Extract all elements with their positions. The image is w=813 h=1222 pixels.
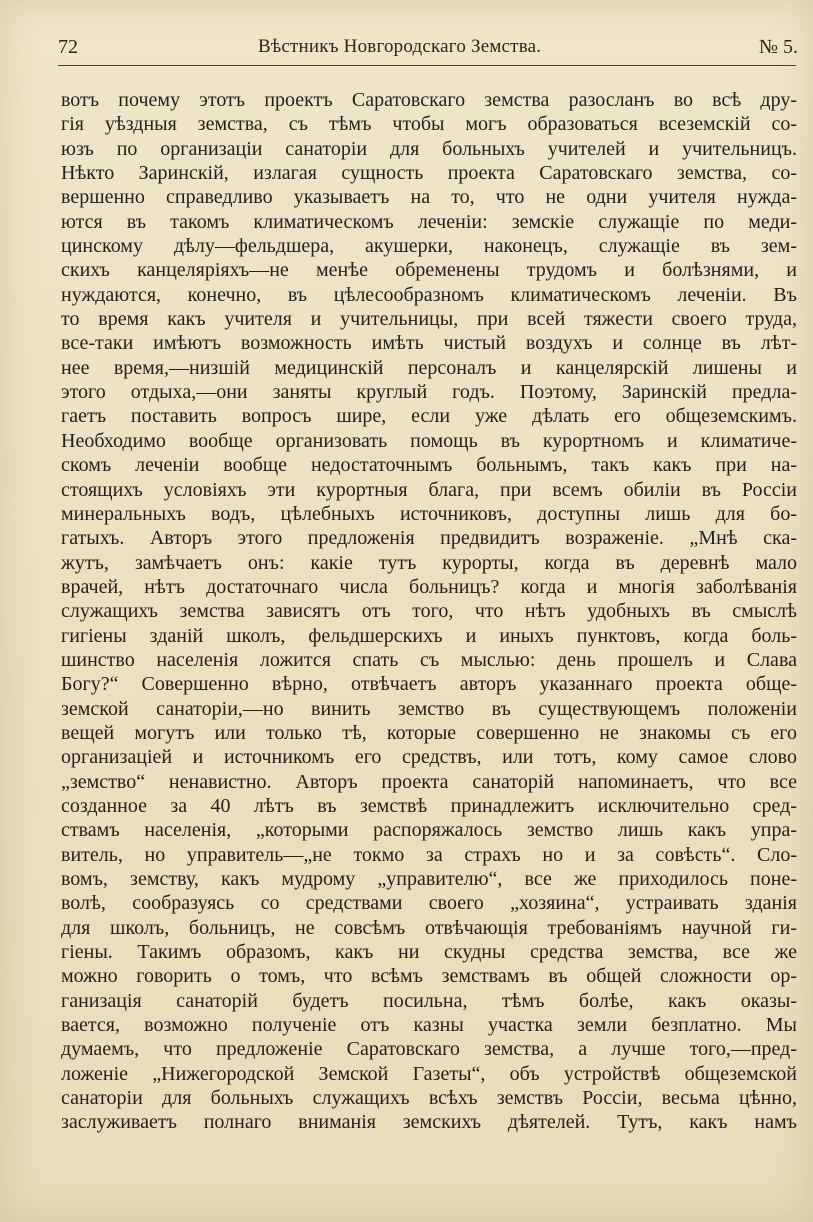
text-line: нуждаются, конечно, въ цѣлесообразномъ климатическомъ леченіи. Въ bbox=[61, 283, 797, 306]
text-line: думаемъ, что предложеніе Саратовскаго земства, а лучше того,—пред- bbox=[61, 1038, 797, 1061]
text-line: гатыхъ. Авторъ этого предложенія предвидитъ возраженіе. „Мнѣ ска- bbox=[61, 527, 797, 550]
text-line: то время какъ учителя и учительницы, при всей тяжести своего труда, bbox=[61, 308, 797, 331]
issue-number: № 5. bbox=[758, 36, 798, 58]
text-line: служащихъ земства зависятъ отъ того, что нѣтъ удобныхъ въ смыслѣ bbox=[61, 600, 797, 623]
text-line: все-таки имѣютъ возможность имѣть чистый воздухъ и солнце въ лѣт- bbox=[61, 332, 797, 355]
page-number: 72 bbox=[58, 36, 78, 58]
text-line: ложеніе „Нижегородской Земской Газеты“, объ устройствѣ общеземской bbox=[61, 1062, 797, 1085]
text-line: цинскому дѣлу—фельдшера, акушерки, наконецъ, служащіе въ зем- bbox=[61, 235, 797, 258]
text-line: минеральныхъ водъ, цѣлебныхъ источниковъ, доступны лишь для бо- bbox=[61, 502, 797, 525]
text-line: скомъ леченіи вообще недостаточнымъ больнымъ, такъ какъ при на- bbox=[61, 454, 797, 477]
text-line: Богу?“ Совершенно вѣрно, отвѣчаетъ авторъ указаннаго проекта обще- bbox=[61, 673, 797, 696]
text-line: ганизація санаторій будетъ посильна, тѣмъ болѣе, какъ оказы- bbox=[61, 989, 797, 1012]
header-rule bbox=[58, 65, 796, 66]
text-line: вомъ, земству, какъ мудрому „управителю“, все же приходилось поне- bbox=[61, 868, 797, 890]
journal-title: Вѣстникъ Новгородскаго Земства. bbox=[258, 36, 542, 57]
text-line: можно говорить о томъ, что всѣмъ земствамъ въ общей сложности ор- bbox=[61, 965, 797, 988]
text-line: земской санаторіи,—но винить земство въ существующемъ положеніи bbox=[61, 697, 797, 720]
text-line: скихъ канцеляріяхъ—не менѣе обременены трудомъ и болѣзнями, и bbox=[61, 259, 797, 282]
text-line: шинство населенія ложится спать съ мыслью: день прошелъ и Слава bbox=[61, 648, 797, 671]
text-line: для школъ, больницъ, не совсѣмъ отвѣчающія требованіямъ научной ги- bbox=[61, 916, 797, 939]
text-line: „земство“ ненавистно. Авторъ проекта санаторій напоминаетъ, что все bbox=[61, 770, 797, 793]
text-line: нее время,—низшій медицинскій персоналъ и канцелярскій лишены и bbox=[61, 356, 797, 379]
text-line: вается, возможно полученіе отъ казны участка земли безплатно. Мы bbox=[61, 1014, 797, 1037]
text-line: вотъ почему этотъ проектъ Саратовскаго земства разосланъ во всѣ дру- bbox=[61, 89, 797, 111]
text-line: ствамъ населенія, „которыми распоряжалось земство лишь какъ упра- bbox=[61, 819, 797, 842]
text-line: стоящихъ условіяхъ эти курортныя блага, при всемъ обиліи въ Россіи bbox=[61, 478, 797, 501]
page-header bbox=[58, 36, 798, 62]
text-line: юзъ по организаціи санаторіи для больныхъ учителей и учительницъ. bbox=[61, 137, 797, 160]
text-line: Необходимо вообще организовать помощь въ курортномъ и климатиче- bbox=[61, 429, 797, 452]
text-line: волѣ, сообразуясь со средствами своего „хозяина“, устраивать зданія bbox=[61, 892, 797, 915]
text-line: гигіены зданій школъ, фельдшерскихъ и иныхъ пунктовъ, когда боль- bbox=[61, 624, 797, 647]
text-line: врачей, нѣтъ достаточнаго числа больницъ? когда и многія заболѣванія bbox=[61, 575, 797, 598]
text-line: заслуживаетъ полнаго вниманія земскихъ дѣятелей. Тутъ, какъ намъ bbox=[61, 1111, 797, 1134]
text-line: витель, но управитель—„не токмо за страхъ но и за совѣсть“. Сло- bbox=[61, 843, 797, 866]
text-line: вершенно справедливо указываетъ на то, что не одни учителя нужда- bbox=[61, 186, 797, 209]
text-line: Нѣкто Заринскій, излагая сущность проекта Саратовскаго земства, со- bbox=[61, 162, 797, 185]
text-line: жутъ, замѣчаетъ онъ: какіе тутъ курорты, когда въ деревнѣ мало bbox=[61, 551, 797, 574]
text-line: организаціей и источникомъ его средствъ, или тотъ, кому самое слово bbox=[61, 746, 797, 769]
text-line: гіены. Такимъ образомъ, какъ ни скудны средства земства, все же bbox=[61, 941, 797, 964]
text-line: гія уѣздныя земства, съ тѣмъ чтобы могъ образоваться всеземскій со- bbox=[61, 113, 797, 136]
text-line: санаторіи для больныхъ служащихъ всѣхъ земствъ Россіи, весьма цѣнно, bbox=[61, 1087, 797, 1110]
text-line: гаетъ поставить вопросъ шире, если уже дѣлать его общеземскимъ. bbox=[61, 405, 797, 428]
article-body bbox=[61, 88, 797, 1135]
text-line: вещей могутъ или только тѣ, которые совершенно не знакомы съ его bbox=[61, 721, 797, 744]
text-line: созданное за 40 лѣтъ въ земствѣ принадлежитъ исключительно сред- bbox=[61, 794, 797, 817]
text-line: этого отдыха,—они заняты круглый годъ. Поэтому, Заринскій предла- bbox=[61, 381, 797, 404]
text-line: ются въ такомъ климатическомъ леченіи: земскіе служащіе по меди- bbox=[61, 210, 797, 233]
